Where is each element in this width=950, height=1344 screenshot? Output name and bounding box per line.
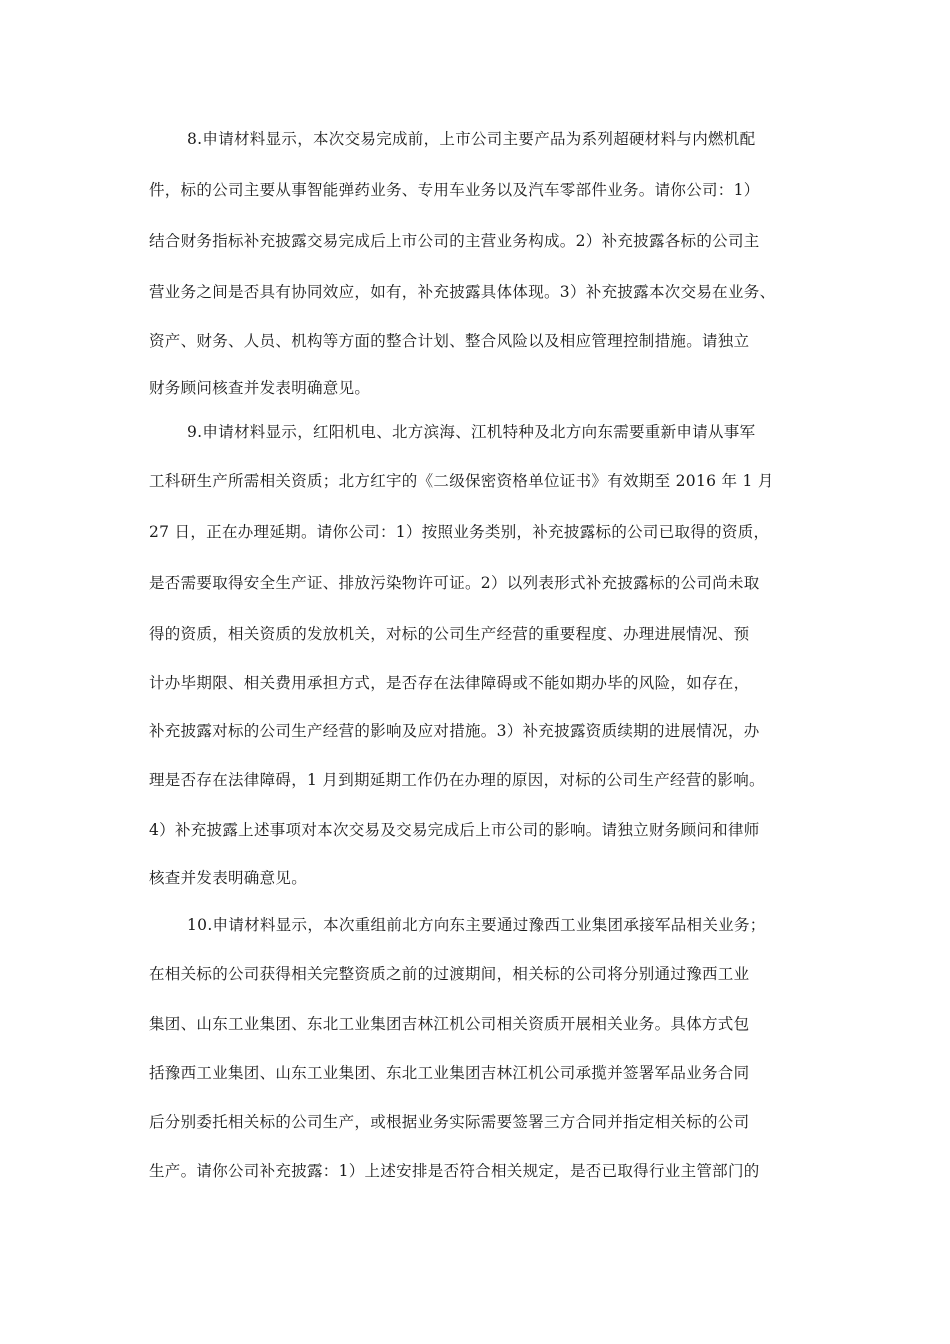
- paragraph-9-line-5: 得的资质，相关资质的发放机关，对标的公司生产经营的重要程度、办理进展情况、预: [149, 625, 750, 643]
- paragraph-9-line-2: 工科研生产所需相关资质；北方红宇的《二级保密资格单位证书》有效期至 2016 年 1 月: [149, 472, 774, 490]
- paragraph-9-line-4: 是否需要取得安全生产证、排放污染物许可证。2）以列表形式补充披露标的公司尚未取: [149, 574, 760, 592]
- paragraph-8-line-1: 8.申请材料显示，本次交易完成前，上市公司主要产品为系列超硬材料与内燃机配: [187, 130, 756, 148]
- paragraph-9-line-8: 理是否存在法律障碍，1 月到期延期工作仍在办理的原因，对标的公司生产经营的影响。: [149, 771, 765, 789]
- paragraph-10-line-5: 后分别委托相关标的公司生产，或根据业务实际需要签署三方合同并指定相关标的公司: [149, 1113, 750, 1131]
- paragraph-10-line-3: 集团、山东工业集团、东北工业集团吉林江机公司相关资质开展相关业务。具体方式包: [149, 1015, 750, 1033]
- paragraph-8-line-4: 营业务之间是否具有协同效应，如有，补充披露具体体现。3）补充披露本次交易在业务、: [149, 283, 776, 301]
- paragraph-9-line-10: 核查并发表明确意见。: [149, 869, 308, 887]
- paragraph-9-line-7: 补充披露对标的公司生产经营的影响及应对措施。3）补充披露资质续期的进展情况，办: [149, 722, 760, 740]
- paragraph-8-line-2: 件，标的公司主要从事智能弹药业务、专用车业务以及汽车零部件业务。请你公司：1）: [149, 181, 760, 199]
- paragraph-10-line-4: 括豫西工业集团、山东工业集团、东北工业集团吉林江机公司承揽并签署军品业务合同: [149, 1064, 750, 1082]
- paragraph-10-line-2: 在相关标的公司获得相关完整资质之前的过渡期间，相关标的公司将分别通过豫西工业: [149, 965, 750, 983]
- paragraph-9-line-9: 4）补充披露上述事项对本次交易及交易完成后上市公司的影响。请独立财务顾问和律师: [149, 821, 760, 839]
- paragraph-8-line-6: 财务顾问核查并发表明确意见。: [149, 379, 371, 397]
- paragraph-10-line-6: 生产。请你公司补充披露：1）上述安排是否符合相关规定，是否已取得行业主管部门的: [149, 1162, 760, 1180]
- paragraph-8-line-5: 资产、财务、人员、机构等方面的整合计划、整合风险以及相应管理控制措施。请独立: [149, 332, 750, 350]
- paragraph-10-line-1: 10.申请材料显示，本次重组前北方向东主要通过豫西工业集团承接军品相关业务；: [187, 916, 766, 934]
- paragraph-9-line-1: 9.申请材料显示，红阳机电、北方滨海、江机特种及北方向东需要重新申请从事军: [187, 423, 756, 441]
- paragraph-9-line-6: 计办毕期限、相关费用承担方式，是否存在法律障碍或不能如期办毕的风险，如存在，: [149, 674, 750, 692]
- paragraph-9-line-3: 27 日，正在办理延期。请你公司：1）按照业务类别，补充披露标的公司已取得的资质，: [149, 523, 770, 541]
- paragraph-8-line-3: 结合财务指标补充披露交易完成后上市公司的主营业务构成。2）补充披露各标的公司主: [149, 232, 760, 250]
